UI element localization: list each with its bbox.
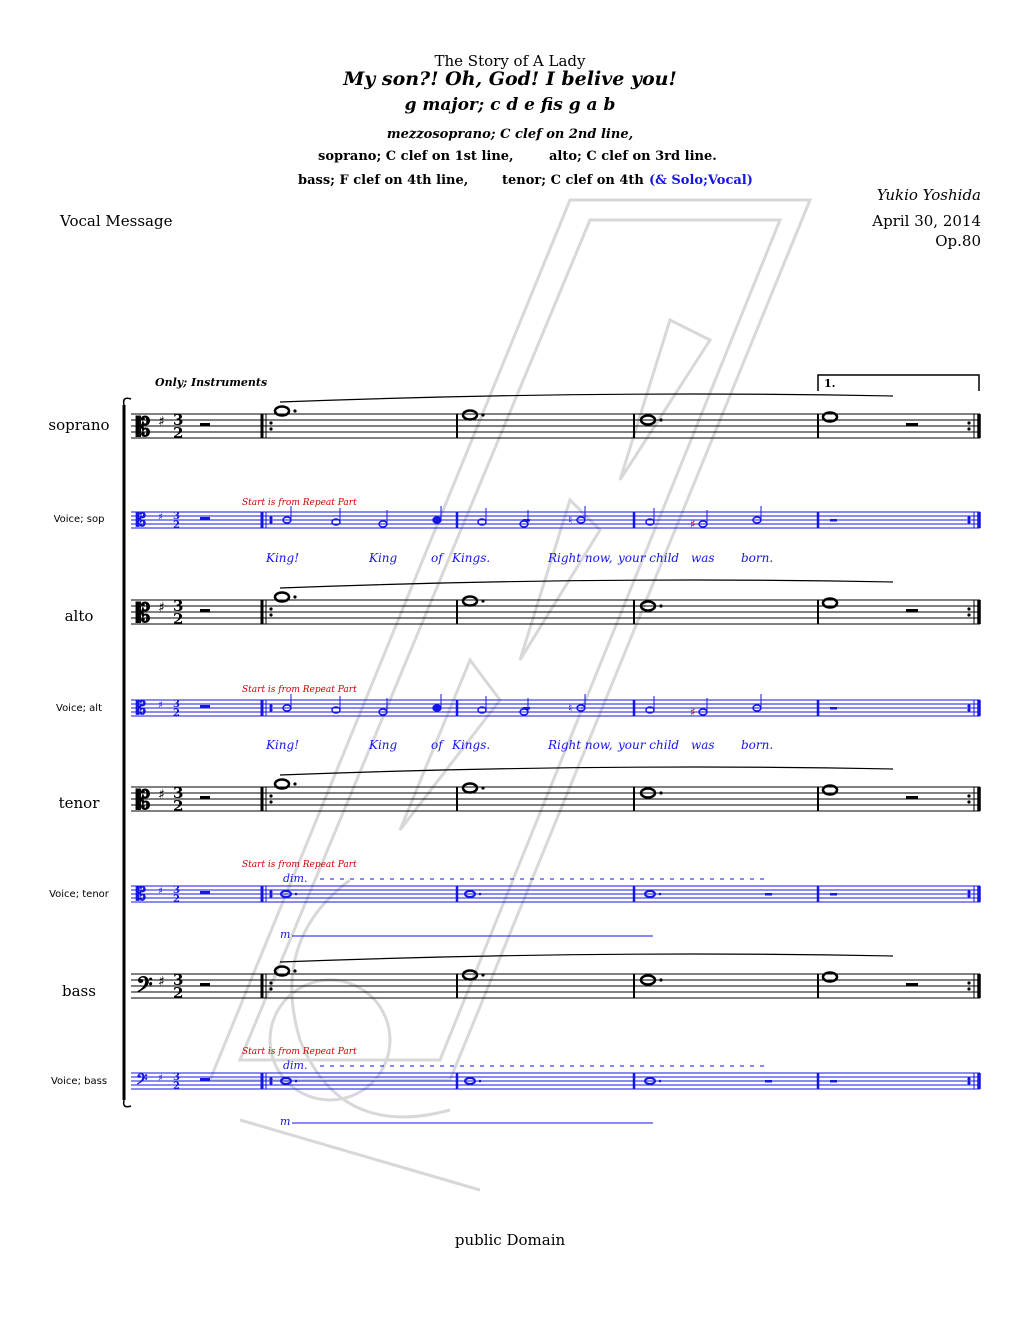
note-dot	[479, 1080, 482, 1083]
repeat-dot	[269, 894, 272, 897]
note-dot	[293, 409, 296, 412]
staff-voice-alt	[131, 700, 980, 716]
lyric-sop-7: was	[691, 551, 715, 565]
clef-line-1: mezzosoprano; C clef on 2nd line,	[386, 127, 634, 142]
staff-name-alto: alto	[64, 607, 94, 625]
lyric-sop-4: Kings.	[452, 551, 491, 565]
accidental: ♮	[568, 513, 573, 527]
note-dot	[659, 418, 662, 421]
repeat-dot	[269, 520, 272, 523]
rest-voice-sop	[200, 517, 210, 520]
repeat-dot	[269, 427, 272, 430]
note-dot	[293, 595, 296, 598]
time-sig-top-bass: 3	[173, 971, 184, 989]
whole-rest	[830, 893, 837, 896]
repeat-end-dot	[967, 794, 970, 797]
rest-voice-alt	[200, 705, 210, 708]
staff-name-bass: bass	[62, 982, 96, 1000]
repeat-end-dot	[967, 890, 970, 893]
repeat-end-dot	[967, 516, 970, 519]
repeat-text-bass: Start is from Repeat Part	[242, 1047, 357, 1057]
lyric-alt-4: Kings.	[452, 738, 491, 752]
note-dot	[659, 978, 662, 981]
repeat-text-sop: Start is from Repeat Part	[242, 498, 357, 508]
note-dot	[293, 969, 296, 972]
series-title: The Story of A Lady	[434, 52, 586, 70]
composition-date: April 30, 2014	[872, 212, 981, 230]
volta-bracket	[818, 375, 979, 391]
bracket-bottom	[124, 1100, 131, 1107]
half-rest	[906, 609, 918, 612]
repeat-end-dot	[967, 520, 970, 523]
whole-note	[463, 411, 477, 420]
key-sharp-bass: ♯	[158, 974, 165, 990]
rest-soprano	[200, 423, 210, 426]
repeat-dot	[269, 800, 272, 803]
clef-line-3a: bass; F clef on 4th line,	[298, 173, 469, 188]
time-sig-top-voice-bass: 3	[173, 1072, 180, 1083]
note-dot	[659, 1080, 662, 1083]
time-sig-top-voice-sop: 3	[173, 511, 180, 522]
clef-line-3b: tenor; C clef on 4th	[502, 173, 644, 188]
composer: Yukio Yoshida	[876, 186, 981, 204]
half-rest	[906, 983, 918, 986]
clef-bass: 𝄢	[136, 973, 153, 1003]
repeat-dot	[269, 421, 272, 424]
half-rest	[523, 707, 530, 710]
rest-voice-tenor	[200, 891, 210, 894]
time-sig-bottom-alto: 2	[173, 610, 184, 628]
note-dot	[293, 782, 296, 785]
time-sig-bottom-voice-bass: 2	[173, 1081, 180, 1092]
repeat-dot	[269, 613, 272, 616]
staff-voice-tenor	[131, 886, 980, 902]
accidental: ♮	[568, 701, 573, 715]
whole-note	[463, 971, 477, 980]
subtitle: Vocal Message	[60, 212, 173, 230]
repeat-dot	[269, 1081, 272, 1084]
note-dot	[481, 973, 484, 976]
repeat-text-alt: Start is from Repeat Part	[242, 685, 357, 695]
repeat-end-dot	[967, 894, 970, 897]
volta-label: 1.	[824, 377, 836, 390]
note-dot	[659, 893, 662, 896]
clef-line-2a: soprano; C clef on 1st line,	[318, 149, 514, 164]
staff-voice-bass	[131, 1073, 980, 1089]
note-dot	[295, 893, 298, 896]
repeat-end-dot	[967, 1077, 970, 1080]
lyric-sop-3: of	[431, 551, 443, 565]
repeat-dot	[269, 516, 272, 519]
lyric-sop-2: King	[369, 551, 398, 565]
time-sig-bottom-tenor: 2	[173, 797, 184, 815]
repeat-dot	[269, 890, 272, 893]
key-sharp-alto: ♯	[158, 600, 165, 616]
staff-name-tenor: tenor	[58, 794, 100, 812]
bracket-top	[124, 398, 131, 405]
lyric-alt-2: King	[369, 738, 398, 752]
lyric-sop-5: Right now,	[548, 551, 613, 565]
key-sharp-voice-bass: ♯	[158, 1073, 163, 1084]
accidental: ♯	[690, 705, 696, 719]
clef-voice-alt: 𝄡	[136, 698, 147, 719]
repeat-end-dot	[967, 704, 970, 707]
repeat-end-dot	[967, 987, 970, 990]
time-sig-top-voice-alt: 3	[173, 699, 180, 710]
repeat-dot	[269, 704, 272, 707]
repeat-text-tenor: Start is from Repeat Part	[242, 860, 357, 870]
clef-line-2b: alto; C clef on 3rd line.	[549, 149, 717, 164]
clef-tenor: 𝄡	[136, 786, 151, 816]
staff-voice-sop	[131, 512, 980, 528]
rest	[765, 893, 772, 896]
clef-alto: 𝄡	[136, 599, 151, 629]
page-title: My son?! Oh, God! I belive you!	[343, 68, 677, 90]
time-sig-bottom-soprano: 2	[173, 424, 184, 442]
whole-rest	[830, 707, 837, 710]
repeat-dot	[269, 607, 272, 610]
repeat-end-dot	[967, 607, 970, 610]
staff-name-soprano: soprano	[48, 416, 110, 434]
whole-note	[463, 784, 477, 793]
staff-name-voice-alt: Voice; alt	[56, 703, 102, 714]
note-dot	[481, 599, 484, 602]
key-sharp-voice-sop: ♯	[158, 512, 163, 523]
staff-soprano	[131, 414, 980, 438]
repeat-end-dot	[967, 1081, 970, 1084]
note-dot	[481, 413, 484, 416]
clef-soprano: 𝄡	[136, 413, 151, 443]
opus-number: Op.80	[935, 232, 981, 250]
key-sharp-tenor: ♯	[158, 787, 165, 803]
clef-voice-tenor: 𝄡	[136, 884, 147, 905]
time-sig-bottom-voice-sop: 2	[173, 520, 180, 531]
staff-tenor	[131, 787, 980, 811]
half-rest	[523, 519, 530, 522]
repeat-dot	[269, 1077, 272, 1080]
whole-note	[463, 597, 477, 606]
lyric-alt-6: your child	[618, 738, 680, 752]
note-dot	[295, 1080, 298, 1083]
time-sig-bottom-voice-tenor: 2	[173, 894, 180, 905]
repeat-end-dot	[967, 981, 970, 984]
staff-bass	[131, 974, 980, 998]
staff-name-voice-sop: Voice; sop	[53, 514, 105, 525]
repeat-dot	[269, 708, 272, 711]
repeat-dot	[269, 987, 272, 990]
lyric-alt-8: born.	[741, 738, 774, 752]
slur-line	[280, 580, 893, 588]
time-sig-bottom-bass: 2	[173, 984, 184, 1002]
license-footer: public Domain	[454, 1231, 566, 1249]
time-sig-bottom-voice-alt: 2	[173, 708, 180, 719]
instrument-note: Only; Instruments	[155, 376, 268, 389]
key-sharp-voice-alt: ♯	[158, 700, 163, 711]
staff-name-voice-bass: Voice; bass	[50, 1076, 108, 1087]
lyric-alt-7: was	[691, 738, 715, 752]
lyric-alt-1: King!	[266, 738, 300, 752]
lyric-sop-1: King!	[266, 551, 300, 565]
lyric-alt-5: Right now,	[548, 738, 613, 752]
rest-voice-bass	[200, 1078, 210, 1081]
lyric-sop-6: your child	[618, 551, 680, 565]
repeat-end-dot	[967, 421, 970, 424]
m-marking-tenor: m	[280, 928, 291, 941]
clef-voice-sop: 𝄡	[136, 510, 147, 531]
lyric-sop-8: born.	[741, 551, 774, 565]
whole-rest	[830, 519, 837, 522]
note-dot	[481, 786, 484, 789]
time-sig-top-alto: 3	[173, 597, 184, 615]
dim-marking-tenor: dim.	[283, 872, 308, 885]
repeat-end-dot	[967, 800, 970, 803]
whole-rest	[830, 1080, 837, 1083]
clef-voice-bass: 𝄢	[136, 1071, 148, 1092]
note-dot	[659, 604, 662, 607]
half-note	[433, 705, 441, 711]
repeat-end-dot	[967, 708, 970, 711]
key-sharp-voice-tenor: ♯	[158, 886, 163, 897]
slur-line	[280, 394, 893, 402]
lyric-alt-3: of	[431, 738, 443, 752]
note-dot	[659, 791, 662, 794]
repeat-end-dot	[967, 613, 970, 616]
time-sig-top-tenor: 3	[173, 784, 184, 802]
repeat-dot	[269, 981, 272, 984]
slur-line	[280, 954, 893, 962]
repeat-end-dot	[967, 427, 970, 430]
rest-alto	[200, 609, 210, 612]
staff-alto	[131, 600, 980, 624]
staff-name-voice-tenor: Voice; tenor	[49, 889, 109, 900]
accidental: ♯	[690, 517, 696, 531]
key-signature-text: g major; c d e fis g a b	[404, 95, 616, 115]
time-sig-top-voice-tenor: 3	[173, 885, 180, 896]
time-sig-top-soprano: 3	[173, 411, 184, 429]
key-sharp-soprano: ♯	[158, 414, 165, 430]
dim-marking-bass: dim.	[283, 1059, 308, 1072]
rest	[765, 1080, 772, 1083]
half-rest	[906, 796, 918, 799]
note-dot	[479, 893, 482, 896]
half-note	[433, 517, 441, 523]
rest-tenor	[200, 796, 210, 799]
rest-bass	[200, 983, 210, 986]
clef-line-3c: (& Solo;Vocal)	[649, 173, 753, 188]
m-marking-bass: m	[280, 1115, 291, 1128]
half-rest	[906, 423, 918, 426]
repeat-dot	[269, 794, 272, 797]
slur-line	[280, 767, 893, 775]
